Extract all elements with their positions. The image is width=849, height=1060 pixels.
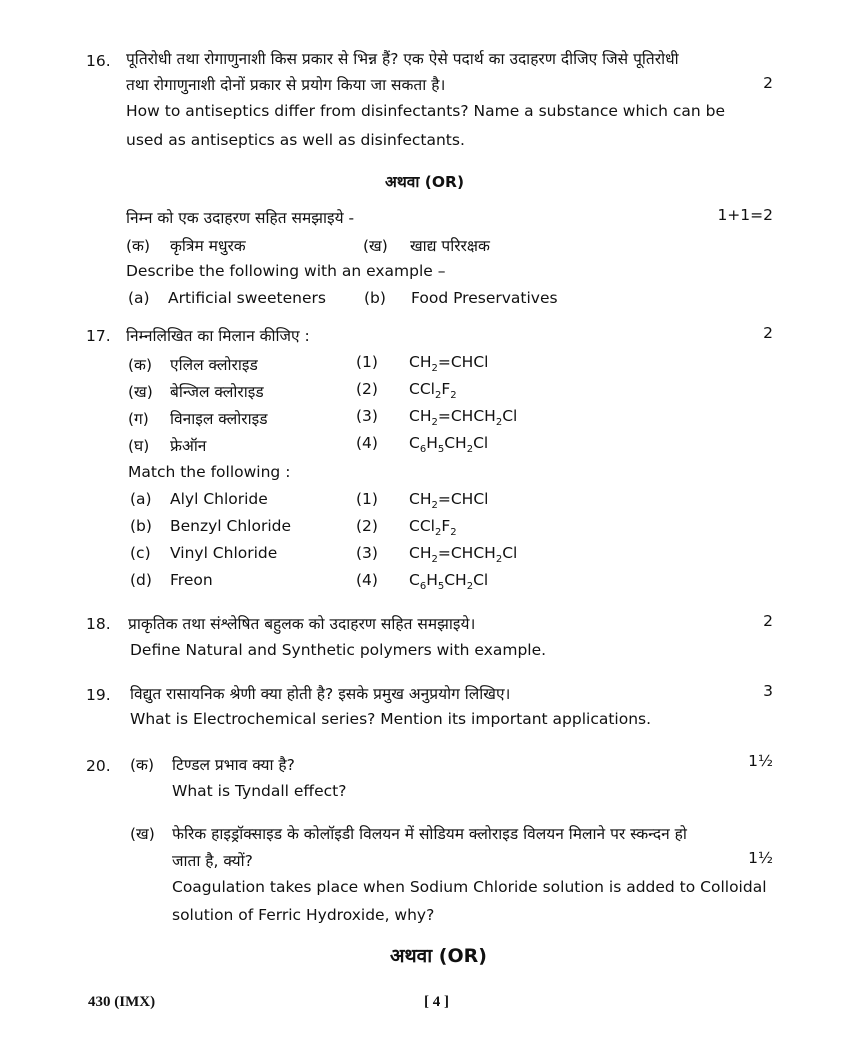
q16-alt-english: Describe the following with an example – — [126, 262, 446, 280]
formula-benzyl-hi: $C_6H_5CH_2Cl$ — [409, 434, 489, 456]
paper-code: 430 (IMX) — [88, 994, 156, 1010]
match-row-en-3-num: (3) — [356, 544, 378, 562]
q18-hindi: प्राकृतिक तथा संश्लेषित बहुलक को उदाहरण सहित समझाइये। — [128, 615, 476, 633]
q20-b-label: (ख) — [130, 825, 155, 843]
match-row-en-1-name: Alyl Chloride — [170, 490, 268, 508]
q20-a-hindi: टिण्डल प्रभाव क्या है? — [172, 756, 295, 774]
match-row-en-2-name: Benzyl Chloride — [170, 517, 292, 535]
formula-allyl-hi: $CH_2=CHCl$ — [409, 353, 489, 375]
q17-english: Match the following : — [128, 463, 291, 481]
q16-hindi-line1: पूतिरोधी तथा रोगाणुनाशी किस प्रकार से भिन्न हैं? एक ऐसे पदार्थ का उदाहरण दीजिए जिसे पूतिरोधी — [126, 50, 679, 68]
q18-number: 18. — [86, 615, 111, 633]
q16-alt-english-a: Artificial sweeteners — [168, 289, 326, 307]
q20-b-english-line2: solution of Ferric Hydroxide, why? — [172, 906, 435, 924]
q16-marks: 2 — [763, 74, 773, 92]
q16-alt-hindi-b: खाद्य परिरक्षक — [410, 237, 490, 255]
match-row-hi-2-label: (ख) — [128, 383, 153, 401]
match-row-en-2-label: (b) — [130, 517, 152, 535]
formula-allylchloride-en: $CH_2=CHCH_2Cl$ — [409, 544, 518, 566]
q20-b-hindi-line1: फेरिक हाइड्रॉक्साइड के कोलॉइडी विलयन में सोडियम क्लोराइड विलयन मिलाने पर स्कन्दन हो — [172, 825, 687, 843]
match-row-en-3-label: (c) — [130, 544, 151, 562]
q19-hindi: विद्युत रासायनिक श्रेणी क्या होती है? इसके प्रमुख अनुप्रयोग लिखिए। — [130, 685, 511, 703]
match-row-hi-3-name: विनाइल क्लोराइड — [170, 410, 268, 428]
q19-english: What is Electrochemical series? Mention its important applications. — [130, 710, 652, 728]
match-row-en-4-name: Freon — [170, 571, 213, 589]
formula-allylchloride-hi: $CH_2=CHCH_2Cl$ — [409, 407, 518, 429]
match-row-hi-1-name: एलिल क्लोराइड — [170, 356, 258, 374]
q19-marks: 3 — [763, 682, 773, 700]
formula-freon-en: $CCl_2F_2$ — [409, 517, 457, 539]
q20-a-marks: 1½ — [748, 752, 773, 770]
q16-alt-hindi-a: कृत्रिम मधुरक — [170, 237, 246, 255]
formula-freon-hi: $CCl_2F_2$ — [409, 380, 457, 402]
match-row-hi-4-name: फ्रेऑन — [170, 437, 207, 455]
match-row-en-1-label: (a) — [130, 490, 152, 508]
match-row-hi-3-label: (ग) — [128, 410, 149, 428]
q20-b-english-line1: Coagulation takes place when Sodium Chloride solution is added to Colloidal — [172, 878, 767, 896]
q17-hindi: निम्नलिखित का मिलान कीजिए : — [126, 327, 310, 345]
match-row-en-1-num: (1) — [356, 490, 378, 508]
match-row-en-2-num: (2) — [356, 517, 378, 535]
q16-english-line2: used as antiseptics as well as disinfectants. — [126, 131, 465, 149]
match-row-en-3-name: Vinyl Chloride — [170, 544, 278, 562]
q16-alt-english-b-label: (b) — [364, 289, 386, 307]
q16-alt-english-b: Food Preservatives — [411, 289, 558, 307]
match-row-hi-1-label: (क) — [128, 356, 152, 374]
q16-alt-hindi-b-label: (ख) — [363, 237, 388, 255]
match-row-en-4-label: (d) — [130, 571, 152, 589]
page-number: [ 4 ] — [424, 994, 449, 1010]
q16-english-line1: How to antiseptics differ from disinfectants? Name a substance which can be — [126, 102, 726, 120]
q20-b-hindi-line2: जाता है, क्यों? — [172, 852, 253, 870]
formula-benzyl-en: $C_6H_5CH_2Cl$ — [409, 571, 489, 593]
match-row-hi-4-label: (घ) — [128, 437, 150, 455]
or-divider: अथवा (OR) — [385, 173, 465, 191]
q16-alt-marks: 1+1=2 — [717, 206, 773, 224]
q19-number: 19. — [86, 686, 111, 704]
match-row-hi-2-num: (2) — [356, 380, 378, 398]
q20-number: 20. — [86, 757, 111, 775]
q20-a-english: What is Tyndall effect? — [172, 782, 347, 800]
q18-english: Define Natural and Synthetic polymers with example. — [130, 641, 547, 659]
q20-b-marks: 1½ — [748, 849, 773, 867]
q17-marks: 2 — [763, 324, 773, 342]
q16-number: 16. — [86, 52, 111, 70]
formula-allyl-en: $CH_2=CHCl$ — [409, 490, 489, 512]
q16-alt-hindi-a-label: (क) — [126, 237, 150, 255]
match-row-hi-2-name: बेन्जिल क्लोराइड — [170, 383, 264, 401]
q16-hindi-line2: तथा रोगाणुनाशी दोनों प्रकार से प्रयोग किया जा सकता है। — [126, 76, 446, 94]
or-divider-bottom: अथवा (OR) — [390, 945, 487, 967]
q16-alt-hindi: निम्न को एक उदाहरण सहित समझाइये - — [126, 209, 355, 227]
match-row-hi-3-num: (3) — [356, 407, 378, 425]
q18-marks: 2 — [763, 612, 773, 630]
match-row-hi-4-num: (4) — [356, 434, 378, 452]
q17-number: 17. — [86, 327, 111, 345]
match-row-en-4-num: (4) — [356, 571, 378, 589]
q20-a-label: (क) — [130, 756, 154, 774]
q16-alt-english-a-label: (a) — [128, 289, 150, 307]
match-row-hi-1-num: (1) — [356, 353, 378, 371]
